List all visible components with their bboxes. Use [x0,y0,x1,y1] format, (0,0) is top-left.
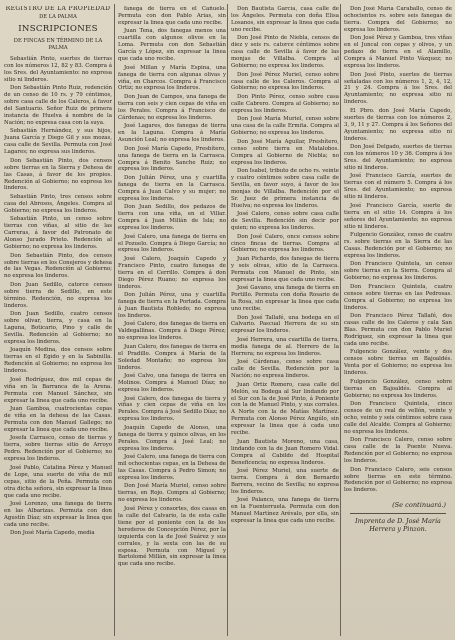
registry-entry: Juan Calero, dos fanegas de tierra en el Pradillo. Compra á María de la Soledad Montaño; no expresa los linderos. [118,343,226,371]
registry-entry: Sebastián Pinto, suertes de tierras con los números 12, 82 y 83. Compra á los Sres. del Ayuntamiento: no expresa sitio ni linderos. [4,55,112,83]
registry-entry: El Pbro. don José María Capedo, suertes de tierras con los números 2, 3, 9, 11 y 27. Compra á los Señores del Ayuntamiento; no expresa sitio ni linderos. [344,107,452,142]
district-heading: DE LA PALMA [39,13,77,20]
registry-entry: Juan Pichardo, dos fanegas de tierra y seis olivas, sitio de la Carrasca. Permuta con Manuel de Pinto, sin expresar la linea que cada uno recibe. [231,255,339,283]
registry-entry: José Herrera, una cuartilla de tierra, media fanega de al. Herrero de la Herrera; no expresa los linderos. [231,336,339,357]
registry-entry: Don Isabel, tributo de ocho rs. veinte y cuatro céntimos sobre casa calle de Sevilla, en favor suyo, á favor de los monjas de Villalba. Redención por el Sr. Juez de primera instancia de Huelva; no expresa los linderos. [231,167,339,209]
registry-entry: Don Francisco Pérez Tallafé, dos casas calle de los Caleros y cala San Blas. Permuta con don Pablo Muriel Rodríguez, sin expresar la linea que cada uno recibe. [344,313,452,347]
registry-entry: Don José Delgado, suertes de tierras con los números 10 y 36. Compra á los Sres. del Ayuntamiento; no expresa sitio ni linderos. [344,144,452,171]
registry-entry: Juan Bautista Moreno, una casa, lindando con la de Juan Romero Vidal. Compra al Cabildo del Hospital Beneficencia; no expresa linderos. [231,438,339,466]
imprint-divider [350,513,446,514]
registry-entry: Don José María Aguilar, Presbítero, censo sobre tierra en Matalobos. Compra al Gobierno de Niebla; no expresa los linderos. [231,138,339,166]
registry-entry: José Pérez y consortes, dos casas en la calle del Calvario, la de esta calle tiene por el poniente con la de los herederos de Concepción Pérez, por la izquierda con la de José Suárez y sus corrales, y la sexta con las de su esposa. Permuta con Miguel y Bartolomé Millán, sin expresar la linea que cada uno recibe. [118,505,226,568]
registry-entry: Don Francisco Quintela, cuatro censos sobre tierras en las Pedrosas. Compra al Gobierno; no expresa los linderos. [344,283,452,311]
registry-entry: Don Sebastián Pinto, dos censos sobre tierras en los Conejeros y dehesa de las Vegas. Redención al Gobierno; no expresa los linderos. [4,252,112,280]
registry-heading: REGISTRO DE LA PROPIEDAD [5,6,111,12]
registry-entry: Sebastián Pinto, un censo sobre tierras con viñas, al sitio de las Carreras, á favor del Patronato de Alonso Jurado Prieto. Redención al Gobierno; no expresa los linderos. [4,216,112,251]
registry-entry: Don Juan Sedillo, dos pedazos de tierra con una viña, en el Villar. Compra á Juan Millán de Isla; no expresa los linderos. [118,204,226,232]
registry-entry: José Calero, dos fanegas de tierra en Valdegallinas. Compra á Diego Pérez; no expresa los linderos. [118,321,226,342]
registry-entry: Don José María Muriel, censo sobre tierras, en Rojo. Compra al Gobierno; no expresa los linderos. [118,483,226,504]
section-subtitle: DE FINCAS EN TÉRMINO DE LA PALMA [13,37,103,51]
registry-entry: Don Francisco Calero, censo sobre casa calle de la Puente Nueva. Redención por el Gobierno; no expresa los linderos. [344,437,452,465]
registry-entry: José Lagares, dos fanegas de tierra en la Laguna. Compra á María Asunción Leal; no expresa los linderos. [118,123,226,144]
registry-entry: José Francisco García, suerte de tierra en el sitio 14. Compra á los señores del Ayuntamiento; no expresa sitio ni linderos. [344,202,452,230]
registry-entry: Don Juan de Campos, una fanega de tierra con seis y cien cepas de viña en los Perales. Compra á Francisco de Cárdenas; no expresa los linderos. [118,93,226,121]
registry-entry: Don Pinto Pérez, censo sobre casa calle Cabrero. Compra al Gobierno; no expresa los linderos. [231,93,339,114]
registry-entry: José Calvo, una fanega de tierra en Molinos. Compra á Manuel Díaz; no expresa los linderos. [118,373,226,394]
registry-entry: Don José María Muriel, censo sobre una casa de la calle Ermita. Compra al Gobierno; no expresa los linderos. [231,116,339,137]
column-rule [340,4,341,636]
registry-entry: José Millan y María Espina, una fanega de tierra con algunas olivas y viña, en Charcos. Compra á Francisco Ortiz; no expresa los linderos. [118,64,226,92]
registry-entry: Don José Tallafé, una bodega en el Calvario. Pascual Herrera de su sin expresar los linderos. [231,314,339,335]
registry-entry: Don Sebastián Pinto Ruiz, redención de un censo de 10 rs. y 79 céntimos, sobre casa calle de los Caleros, á favor del Santuario. Señor Ruiz de primera instancia de Huelva á nombre de la Nación; no expresa casa con la suya. [4,85,112,126]
registry-entry: Don José Pérez y Gamboa, tres viñas en el Juncal con cepas y olivos, y un pedazo de tierra en el Alamillo, Compra á Manuel Pinto Vázquez; no expresa los linderos. [344,35,452,70]
registry-entry: José Calero, dos fanegas de tierra y viñas y cien cepas de viña en los Perales. Compra á José Sedillo Díaz; no expresa los linderos. [118,395,226,423]
registry-entry: Don Juan Sedillo, catorce censos sobre tierra de Sedillo, en este término. Redención, no expresa los linderos. [4,281,112,309]
registry-entry: Fulgencio González, censo de cuatro rs. sobre tierras en la Sierra de las Casas. Redención por el Gobierno; no expresa los linderos. [344,232,452,259]
registry-entry: Juan Ortiz Romero, casa calle del Melón, su Bodega al Sur lindando por el Sur con la de José Pinto, á Poniente con la de Manuel Pinto, y sus corrales. A Norte con la de Matías Martínez. Permuta con Alonso Pérez Angúlo, sin expresar la linea que á cada uno recibe. [231,381,339,437]
registry-entry: José Pablo, Catalina Pérez y Manuel de Lope, una suerte de viña de mil cepas, sitio de la Peña. Permuta con otra dicha señora, sin expresar la linea que cada uno recibe. [4,464,112,499]
registry-entry: Don Sebastián Pinto, dos censos sobre tierras en la Sierra y Dehesa de las Casas, á favor de los propios. Redención al Gobierno; no expresa los linderos. [4,157,112,192]
registry-entry: Don José Pinto, suertes de tierras señaladas con los números 1, 2, 4, 12, 21 y 24. Compra á los Sres. del Ayuntamiento; no expresa sitio ni linderos. [344,71,452,106]
registry-entry: Juan Gamboa, cuatrocientas cepas de viña en la dehesa de las Casas. Permuta con don Manuel Gallego; no expresar la linea que cada uno recibe. [4,406,112,433]
section-title-line1: INSCRIPCIONES [18,23,98,34]
registry-entry: José Rodríguez, dos mil cepas de viña en la Barranca de la Arena. Permuta con Manuel Sánchez, sin expresar la linea que cada uno recibe. [4,376,112,404]
registry-entry: Juan Tena, dos fanegas menos una cuartilla con algunos olivos en la Loma. Permuta con don Sebastián García y López, sin expresar la linea que cada uno recibe. [118,28,226,63]
column-1 [4,6,112,634]
registry-entry: Don Juan Sedillo, cuatro censos sobre olivar, tierra, y casa en la Laguna, Boticario, Pino y calle de Sevilla. Redención al Gobierno; no expresa los linderos. [4,311,112,345]
column-rule [114,4,115,636]
registry-entry: Don José Pinto de Niebla, censos de diez y seis rs. catorce céntimos sobre casa calle de Sevilla á favor de las monjas de Villalba. Compra al Gobierno; no expresa los linderos. [231,35,339,70]
registry-entry: Don Francisco Quintela, un censo sobre tierras en la Sierra. Compra al Gobierno; no expresa los linderos. [344,261,452,282]
registry-entry: José Calero, Joaquín Capedo y Francisco Pinto, cuatro fanegas de tierra en el Cerrillo. Compra á don Diego Pérez Ruano; no expresa los linderos. [118,255,226,290]
registry-entry: José Calero, una fanega de tierra en el Pozuelo. Compra á Diego García; no expresa los linderos. [118,233,226,254]
registry-entry: Don José María Capedo, Presbítero, una fanega de tierra en la Carrasca. Compra á Benito Sanche Ruiz; no expresa los linderos. [118,145,226,173]
column-2 [118,6,226,634]
column-3-body [231,6,339,525]
registry-entry: José Pérez Muriel, una suerte de tierra. Compra á don Bernardo Barrera, vecino de Sevilla; no expresa los linderos. [231,468,339,495]
registry-entry: Josefa Carrasco, censo de tierras y tierra, sobre tierras sitio de Arroyo Pedro. Redención por el Gobierno; no expresa los linderos. [4,435,112,463]
registry-entry: Don Francisco Quintela, cinco censos de un real de vellón, veinte y ocho, veinte y seis céntimos sobre casa calle del Alcalde. Compra al Gobierno; no expresa los linderos. [344,400,452,435]
column-4 [344,6,452,634]
registry-entry: Don José María Capedo, media [10,530,95,537]
section-title [4,25,112,34]
imprint-line-2: Herrera y Pinzon. [369,525,427,534]
column-3 [231,6,339,634]
registry-entry: Don José Calero, once censos sobre cinco fincas de tierras. Compra al Gobierno; no expresa los linderos. [231,233,339,254]
registry-entry: José Calero, una fanega de tierra con mil ochocientas cepas, en la Dehesa de las Casas. Compra á Pedro Simon; no expresa los linderos. [118,454,226,481]
registry-entry: Fulgencio González, censo sobre tierras en Bajoaldés. Compra al Gobierno; no expresa los linderos. [344,378,452,399]
registry-entry: Don José Pérez Muriel, censo sobre casa calle de los Caleros. Compra al Gobierno; no expresa los linderos. [231,71,339,92]
registry-entry: José Lorenzo, una fanega de tierra en las Albarizas. Permuta con don Agustín Díaz; sin expresar la linea que cada uno recibe. [4,500,112,528]
registry-entry: José Palanco, una fanega de tierra en la Fuenterruela. Permuta con don Manuel Martínez Arévalo, por ella, sin expresar la linea que cada uno recibe. [231,497,339,525]
registry-entry: Don Francisco Calero, seis censos sobre tierras en este término. Redención por el Gobierno; no expresa los linderos. [344,466,452,494]
registry-entry: Don Bautista García, casa calle de los Ángeles. Permuta con doña Elisa Losanos, sin expresar la linea que cada uno recibe. [231,6,339,33]
registry-entry: Joaquín Medina, dos censos sobre tierras en el Egido y en la Sabinilla. Redención al Gobierno; no expresa los linderos. [4,347,112,375]
registry-entry: Sebastián Pinto, tres censos sobre casa del Abrosos, Ángeles. Compra al Gobierno; no expresa los linderos. [4,193,112,214]
column-2-body [118,6,226,568]
registry-entry: José Cárdenas, censo sobre casa calle de Sevilla. Redención por la Nación; no expresa linderos. [231,359,339,380]
column-rule [227,4,228,636]
column-1-body [4,56,112,537]
continuation-note: (Se continuará.) [392,501,446,510]
registry-entry: José Calero, censo sobre casa calle de Sevilla. Redención sin decir por quien; no expresa los linderos. [231,211,339,232]
registry-entry: Don José María Caraballo, censo de ochocientos rs. sobre seis fanegas de tierra. Compra del Gobierno; no expresa los linderos. [344,6,452,33]
registry-entry: Don Julián Pérez, una y cuartilla fanega de tierra en la Carrasca. Compra á Juan Calvo y su mujer; no expresa los linderos. [118,174,226,202]
registry-entry: Fulgencio González, veinte y dos censos sobre tierras en Bajoaldés. Venta por el Gobierno; no expresa los linderos. [344,349,452,377]
column-4-body [344,6,452,494]
imprint [344,518,452,534]
registry-entry: fanega de tierra en el Cañuelo. Permuta con don Pablo Arias, sin expresar la linea que cada uno recibe. [118,6,226,26]
registry-entry: José Gavano, una fanega de tierra en Portillo. Permuta con doña Rosario de la Rosa, sin expresar la linea que cada uno recibe. [231,285,339,313]
registry-entry: Joaquín Capedo de Alonso, una fanega de tierra y quince olivas, en los Perales. Compra á José Leal; no expresa los linderos. [118,424,226,452]
registry-entry: José Francisco García, suertes de tierras con el número 5. Compra á los Sres. del Ayuntamiento; no expresa sitio ni linderos. [344,173,452,201]
registry-entry: Don Julián Pérez, una y cuartilla fanega de tierra en la Portada. Compra á Juan Bautista Robledo; no expresa los linderos. [118,292,226,320]
registry-entry: Sebastián Hernández, y sus hijos, Juana García y Diego Gil y sus mozas, casa calle de Sevilla. Permuta con José Lagares; no expresa sus linderos. [4,128,112,156]
imprint-line-1: Imprenta de D. José María [355,517,441,526]
